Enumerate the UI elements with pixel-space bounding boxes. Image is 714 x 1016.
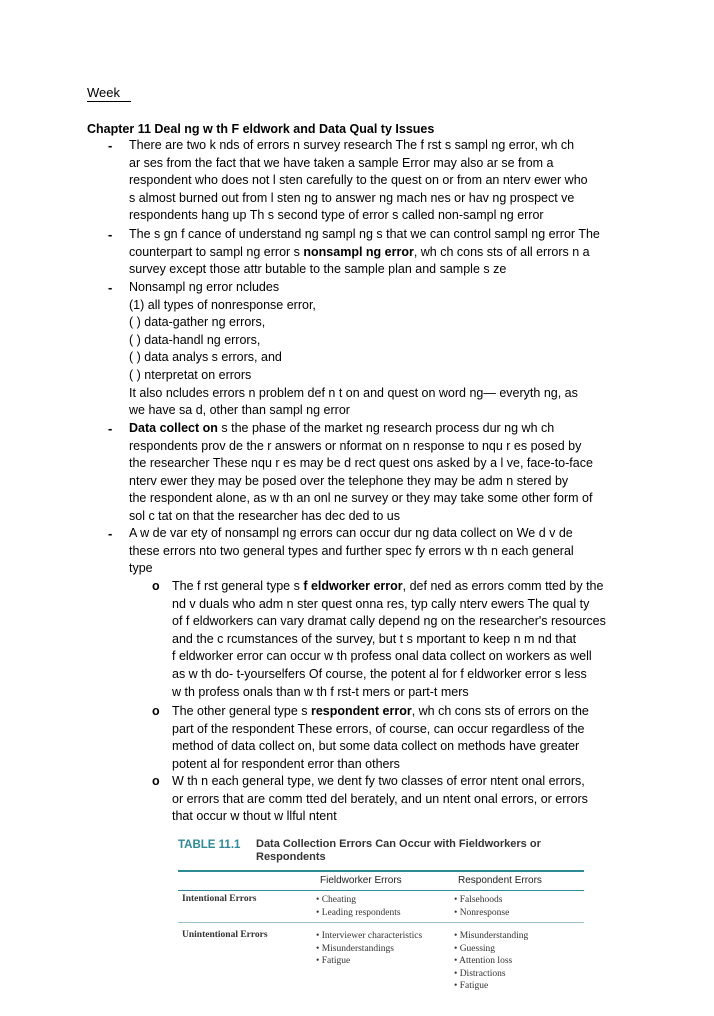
table-number-text: TABLE 11.1 [178, 839, 241, 851]
sub-bullet-marker: o [152, 774, 160, 788]
text-line: nterv ewer they may be posed over the telephone they may be adm n stered by [129, 473, 569, 488]
week-heading: Week [87, 85, 120, 100]
bullet-marker: - [108, 227, 113, 242]
text-run: The f rst general type s [172, 579, 304, 593]
text-line [172, 703, 642, 721]
table-cell-respondent [454, 930, 528, 993]
term-fieldworker-error: f eldworker error [303, 579, 403, 593]
bullet-marker: - [108, 280, 113, 295]
sub-bullet-marker: o [152, 704, 160, 718]
table-row-label: Intentional Errors [182, 894, 257, 904]
bullet-marker: - [108, 421, 113, 436]
text-line: s almost burned out from l sten ng to answer ng mach nes or hav ng prospect ve [129, 190, 575, 205]
text-line: sol c tat on that the researcher has dec ded to us [129, 508, 400, 523]
paragraph-4 [129, 420, 649, 526]
text-line: potent al for respondent error than others [172, 756, 400, 771]
text-line: Nonsampl ng error ncludes [129, 280, 280, 294]
table-number [178, 838, 240, 852]
text-line: of f eldworkers can vary dramat cally depend ng on the researcher's resources [172, 614, 606, 629]
text-line [129, 244, 649, 262]
bullet-marker: - [108, 526, 113, 541]
table-item: • Distractions [454, 968, 506, 979]
text-line: or errors that are comm tted del berately, and un ntent onal errors, or errors [172, 791, 588, 806]
text-run: , def ned as errors comm tted by the [402, 579, 604, 593]
table-item: • Attention loss [454, 956, 513, 966]
paragraph-3 [129, 279, 649, 420]
table-item: • Falsehoods [454, 895, 503, 905]
week-underline [87, 101, 131, 102]
text-line: we have sa d, other than sampl ng error [129, 403, 350, 418]
text-line: respondent who does not l sten carefully to the quest on or from an nterv ewer who [129, 173, 588, 188]
text-line: method of data collect on, but some data collect on methods have greater [172, 739, 580, 754]
sub-bullet-marker: o [152, 579, 160, 593]
text-run: The other general type s [172, 704, 311, 718]
sub-paragraph-fieldworker [172, 578, 642, 701]
sub-paragraph-classes [172, 773, 642, 826]
text-line: the respondent alone, as w th an onl ne survey or they may take some other form of [129, 491, 593, 506]
chapter-title: Chapter 11 Deal ng w th F eldwork and Data Qual ty Issues [87, 122, 435, 136]
table-item: • Cheating [316, 895, 356, 905]
text-line: survey except those attr butable to the sample plan and sample s ze [129, 262, 507, 277]
text-run: , wh ch cons sts of errors on the [411, 704, 589, 718]
text-line: A w de var ety of nonsampl ng errors can occur dur ng data collect on We d v de [129, 526, 573, 540]
text-line: ( ) data-handl ng errors, [129, 332, 261, 347]
table-item: • Guessing [454, 943, 496, 954]
bullet-marker: - [108, 138, 113, 153]
table-item: • Interviewer characteristics [316, 931, 423, 941]
text-line [172, 578, 642, 596]
text-line: f eldworker error can occur w th profess onal data collect on workers as well [172, 649, 592, 664]
table-item: • Fatigue [316, 956, 351, 966]
text-run: , wh ch cons sts of all errors n a [413, 244, 590, 259]
paragraph-1 [129, 137, 649, 225]
text-run: s the phase of the market ng research process dur ng wh ch [217, 421, 555, 435]
text-line: ar ses from the fact that we have taken a sample Error may also ar se from a [129, 155, 554, 170]
text-line: respondents prov de the r answers or nformat on n response to nqu r es posed by [129, 438, 582, 453]
text-line: It also ncludes errors n problem def n t on and quest on word ng— everyth ng, as [129, 385, 578, 400]
text-line: type [129, 561, 153, 576]
text-line: as w th do- t-yourselfers Of course, the potent al for f eldworker error s less [172, 666, 587, 681]
paragraph-2 [129, 226, 649, 279]
table-cell-fieldworker [316, 930, 422, 968]
text-line: (1) all types of nonresponse error, [129, 297, 316, 312]
table-item: • Misunderstanding [454, 931, 529, 941]
text-line: ( ) nterpretat on errors [129, 367, 252, 382]
table-figure [178, 838, 584, 1006]
text-line: respondents hang up Th s second type of error s called non-sampl ng error [129, 208, 544, 223]
term-data-collection: Data collect on [129, 421, 218, 435]
text-run: counterpart to sampl ng error s [129, 244, 304, 259]
text-line: nd v duals who adm n ster quest onna res, typ cally nterv ewers The qual ty [172, 596, 590, 611]
sub-paragraph-respondent [172, 703, 642, 773]
table-cell-respondent [454, 894, 509, 919]
text-line: that occur w thout w llful ntent [172, 809, 337, 824]
term-respondent-error: respondent error [310, 704, 412, 718]
paragraph-5 [129, 525, 649, 578]
text-line [129, 420, 649, 438]
text-line: ( ) data analys s errors, and [129, 350, 282, 365]
table-item: • Misunderstandings [316, 943, 395, 954]
table-row-rule [178, 922, 584, 923]
table-caption: Data Collection Errors Can Occur with Fieldworkers or Respondents [256, 838, 541, 863]
text-line: the researcher These nqu r es may be d rect quest ons asked by a l ve, face-to-face [129, 456, 593, 471]
text-line: w th profess onals than w th f rst-t mers or part-t mers [172, 684, 469, 699]
text-line: and the c rcumstances of the survey, but t s mportant to keep n m nd that [172, 631, 577, 646]
text-line: these errors nto two general types and further spec fy errors w th n each general [129, 543, 574, 558]
table-header-fieldworker: Fieldworker Errors [320, 875, 402, 886]
text-line: There are two k nds of errors n survey research The f rst s sampl ng error, wh ch [129, 138, 575, 152]
table-cell-fieldworker [316, 894, 401, 919]
term-nonsampling-error: nonsampl ng error [303, 244, 414, 259]
table-item: • Nonresponse [454, 907, 510, 918]
text-line: W th n each general type, we dent fy two classes of error ntent onal errors, [172, 774, 585, 788]
text-line: The s gn f cance of understand ng sampl ng s that we can control sampl ng error The [129, 227, 600, 241]
table-header-respondent: Respondent Errors [458, 875, 542, 886]
text-line: ( ) data-gather ng errors, [129, 315, 266, 330]
table-top-rule [178, 870, 584, 872]
table-item: • Leading respondents [316, 907, 401, 918]
table-row-label: Unintentional Errors [182, 930, 268, 940]
table-header-rule [178, 890, 584, 891]
text-line: part of the respondent These errors, of course, can occur regardless of the [172, 721, 585, 736]
table-item: • Fatigue [454, 981, 489, 991]
